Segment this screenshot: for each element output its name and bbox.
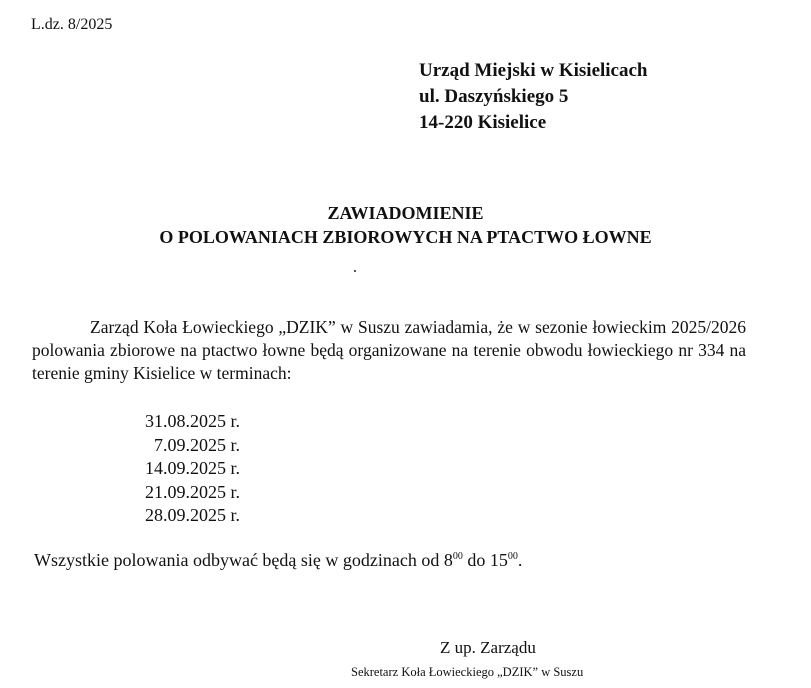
hunt-date: 21.09.2025 r. (145, 481, 241, 502)
hours-suffix: . (517, 550, 523, 570)
signature-line-2: Sekretarz Koła Łowieckiego „DZIK” w Suszu (351, 665, 584, 679)
hours-statement (34, 550, 522, 571)
addressee-line-1: Urząd Miejski w Kisielicach (419, 60, 648, 81)
scan-speck (354, 270, 356, 272)
body-paragraph: Zarząd Koła Łowieckiego „DZIK” w Suszu zawiadamia, że w sezonie łowieckim 2025/2026 polowania zbiorowe na ptactwo łowne będą organizowane na terenie obwodu łowieckiego nr 334 na terenie gminy Kisielice w terminach: (32, 317, 746, 383)
hunt-dates-list (145, 410, 240, 528)
hours-start-minutes: 00 (452, 551, 463, 562)
hunt-date: 7.09.2025 r. (154, 434, 241, 455)
hunt-date: 28.09.2025 r. (145, 505, 241, 526)
hours-middle: do 15 (462, 550, 508, 570)
hunt-date: 31.08.2025 r. (145, 411, 241, 431)
addressee-line-2: ul. Daszyńskiego 5 (419, 86, 569, 107)
reference-number: L.dz. 8/2025 (31, 16, 113, 33)
title-line-1: ZAWIADOMIENIE (327, 203, 484, 223)
addressee-block (419, 58, 648, 136)
document-title (0, 201, 811, 249)
title-line-2: O POLOWANIACH ZBIOROWYCH NA PTACTWO ŁOWNE (159, 227, 652, 247)
hours-end-minutes: 00 (507, 551, 518, 562)
hunt-date: 14.09.2025 r. (145, 458, 241, 479)
hours-prefix: Wszystkie polowania odbywać będą się w godzinach od 8 (34, 550, 453, 570)
signature-line-1: Z up. Zarządu (440, 638, 536, 657)
addressee-line-3: 14-220 Kisielice (419, 112, 547, 133)
